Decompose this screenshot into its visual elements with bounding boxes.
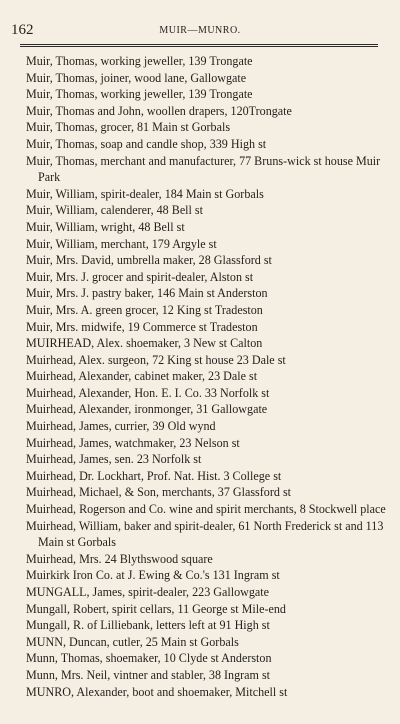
directory-entry: Muir, William, spirit-dealer, 184 Main st Gorbals (26, 186, 264, 201)
directory-entry: MUNN, Duncan, cutler, 25 Main st Gorbals (26, 634, 239, 649)
directory-entry: Muirhead, Dr. Lockhart, Prof. Nat. Hist. 3 College st (26, 468, 282, 483)
page-header (0, 20, 400, 40)
directory-entry: Muirhead, Alexander, cabinet maker, 23 Dale st (26, 369, 258, 384)
directory-entry: Mungall, R. of Lilliebank, letters left at 91 High st (26, 618, 270, 633)
directory-entry: Muir, William, calenderer, 48 Bell st (26, 203, 203, 218)
directory-entry: Munn, Mrs. Neil, vintner and stabler, 38 Ingram st (26, 667, 271, 682)
directory-entry: Muir, Mrs. J. grocer and spirit-dealer, Alston st (26, 269, 254, 284)
directory-entry: Muirhead, William, baker and spirit-dealer, 61 North Frederick st and 113 Main st Gorbals (26, 518, 384, 550)
directory-entry: Muir, Mrs. David, umbrella maker, 28 Glassford st (26, 253, 272, 268)
directory-entry: Muir, Thomas, joiner, wood lane, Gallowgate (26, 70, 247, 85)
directory-entry: Muir, Thomas, merchant and manufacturer, 77 Bruns-wick st house Muir Park (26, 153, 381, 185)
directory-entry: Muirhead, James, currier, 39 Old wynd (26, 419, 216, 434)
directory-entry: Muir, Thomas and John, woollen drapers, 120Trongate (26, 103, 292, 118)
directory-entry: Muir, Mrs. A. green grocer, 12 King st Tradeston (26, 302, 263, 317)
directory-entry: Muirhead, James, sen. 23 Norfolk st (26, 452, 202, 467)
directory-entry: Muir, Mrs. midwife, 19 Commerce st Tradeston (26, 319, 258, 334)
directory-entry: MUNGALL, James, spirit-dealer, 223 Gallowgate (26, 585, 270, 599)
directory-entry: Muirhead, Alexander, Hon. E. I. Co. 33 Norfolk st (26, 385, 270, 400)
directory-entry: Mungall, Robert, spirit cellars, 11 George st Mile-end (26, 601, 286, 616)
directory-entries (26, 53, 386, 700)
directory-entry: Muirhead, Rogerson and Co. wine and spirit merchants, 8 Stockwell place (26, 502, 386, 517)
directory-entry: Muir, William, merchant, 179 Argyle st (26, 236, 217, 251)
directory-entry: Muir, Thomas, working jeweller, 139 Trongate (26, 54, 253, 68)
directory-entry: Muirhead, Mrs. 24 Blythswood square (26, 551, 213, 566)
directory-entry: MUNRO, Alexander, boot and shoemaker, Mitchell st (26, 684, 288, 699)
directory-entry: Muir, Thomas, soap and candle shop, 339 High st (26, 136, 267, 151)
directory-entry: Muir, Thomas, grocer, 81 Main st Gorbals (26, 120, 231, 135)
directory-entry: Muirhead, Alexander, ironmonger, 31 Gallowgate (26, 402, 268, 417)
page-number: 162 (11, 22, 34, 38)
directory-entry: Muir, Thomas, working jeweller, 139 Trongate (26, 87, 253, 102)
directory-entry: Muirkirk Iron Co. at J. Ewing & Co.'s 131 Ingram st (26, 568, 280, 583)
directory-entry: Munn, Thomas, shoemaker, 10 Clyde st Anderston (26, 651, 272, 666)
directory-entry: Muir, William, wright, 48 Bell st (26, 219, 185, 234)
running-head: MUIR—MUNRO. (159, 25, 241, 36)
directory-entry: Muir, Mrs. J. pastry baker, 146 Main st Anderston (26, 286, 268, 301)
directory-entry: Muirhead, Alex. surgeon, 72 King st house 23 Dale st (26, 352, 286, 367)
header-rule (20, 44, 378, 47)
directory-entry: Muirhead, Michael, & Son, merchants, 37 Glassford st (26, 485, 292, 500)
directory-entry: Muirhead, James, watchmaker, 23 Nelson st (26, 435, 240, 450)
directory-entry: MUIRHEAD, Alex. shoemaker, 3 New st Calton (26, 336, 263, 351)
